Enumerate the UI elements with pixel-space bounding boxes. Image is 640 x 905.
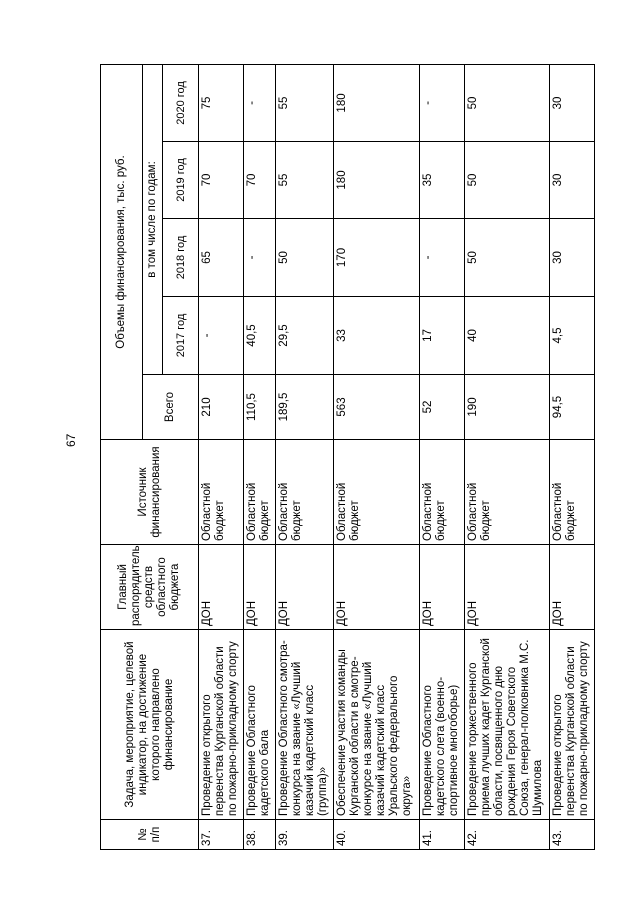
row-manager: ДОН [334,545,419,630]
row-task: Проведение торжественного приема лучших кадет Курганской области, посвященного дню рождения Героя Советского Союза, генерал-полковника М.С. Шумилова [464,630,549,820]
row-total: 190 [464,375,549,440]
row-task: Проведение Областного кадетского бала [244,630,276,820]
row-2018: 30 [549,219,594,297]
financing-table [100,64,595,850]
row-2017: 40 [464,297,549,375]
header-volumes: Объемы финансирования, тыс. руб. [101,64,143,439]
row-2020: 50 [464,64,549,141]
row-2017: 17 [419,297,464,375]
row-total: 110,5 [244,375,276,440]
row-2018: 65 [199,219,244,297]
header-year-2019: 2019 год [163,142,199,219]
row-total: 563 [334,375,419,440]
row-2020: 55 [275,64,333,141]
row-2019: 55 [275,142,333,219]
header-total: Всего [143,375,199,440]
header-source: Источник финансирования [101,440,199,545]
row-2019: 30 [549,142,594,219]
header-by-years: в том числе по годам: [143,64,163,374]
row-2019: 70 [199,142,244,219]
row-2019: 35 [419,142,464,219]
row-manager: ДОН [199,545,244,630]
row-2020: - [419,64,464,141]
row-num: 40. [334,820,419,850]
row-task: Обеспечение участия команды Курганской области в смотре-конкурсе на звание «Лучший казачий кадетский класс Уральского федерального округа» [334,630,419,820]
row-source: Областной бюджет [549,440,594,545]
row-manager: ДОН [419,545,464,630]
row-num: 37. [199,820,244,850]
row-2018: 50 [464,219,549,297]
header-num: № п/п [101,820,199,850]
row-2020: - [244,64,276,141]
row-source: Областной бюджет [275,440,333,545]
row-source: Областной бюджет [334,440,419,545]
row-2018: - [244,219,276,297]
row-num: 41. [419,820,464,850]
table-row [334,64,419,849]
header-year-2020: 2020 год [163,64,199,141]
row-num: 39. [275,820,333,850]
row-task: Проведение Областного смотра-конкурса на звание «Лучший казачий кадетский класс (группа)» [275,630,333,820]
row-manager: ДОН [549,545,594,630]
row-2017: 29,5 [275,297,333,375]
table-row [419,64,464,849]
rotated-table-container [100,65,595,850]
header-year-2017: 2017 год [163,297,199,375]
row-source: Областной бюджет [244,440,276,545]
table-row [549,64,594,849]
row-manager: ДОН [464,545,549,630]
row-task: Проведение Областного кадетского слета (военно-спортивное многоборье) [419,630,464,820]
header-task: Задача, мероприятие, целевой индикатор, на достижение которого направлено финансирование [101,630,199,820]
row-manager: ДОН [275,545,333,630]
row-2019: 180 [334,142,419,219]
row-source: Областной бюджет [419,440,464,545]
header-year-2018: 2018 год [163,219,199,297]
row-total: 189,5 [275,375,333,440]
row-num: 38. [244,820,276,850]
row-2020: 180 [334,64,419,141]
row-2018: 50 [275,219,333,297]
row-num: 43. [549,820,594,850]
row-2018: - [419,219,464,297]
row-task: Проведение открытого первенства Курганской области по пожарно-прикладному спорту [549,630,594,820]
row-source: Областной бюджет [464,440,549,545]
row-2020: 75 [199,64,244,141]
row-2019: 50 [464,142,549,219]
row-total: 210 [199,375,244,440]
row-2017: 4,5 [549,297,594,375]
row-2019: 70 [244,142,276,219]
header-manager: Главный распорядитель средств областного бюджета [101,545,199,630]
page-number: 67 [64,433,78,447]
row-2017: 33 [334,297,419,375]
row-2017: 40,5 [244,297,276,375]
row-num: 42. [464,820,549,850]
table-row [244,64,276,849]
row-source: Областной бюджет [199,440,244,545]
table-row [199,64,244,849]
row-2017: - [199,297,244,375]
row-total: 94,5 [549,375,594,440]
row-manager: ДОН [244,545,276,630]
row-task: Проведение открытого первенства Курганской области по пожарно-прикладному спорту [199,630,244,820]
row-2018: 170 [334,219,419,297]
table-row [464,64,549,849]
row-total: 52 [419,375,464,440]
table-row [275,64,333,849]
row-2020: 30 [549,64,594,141]
